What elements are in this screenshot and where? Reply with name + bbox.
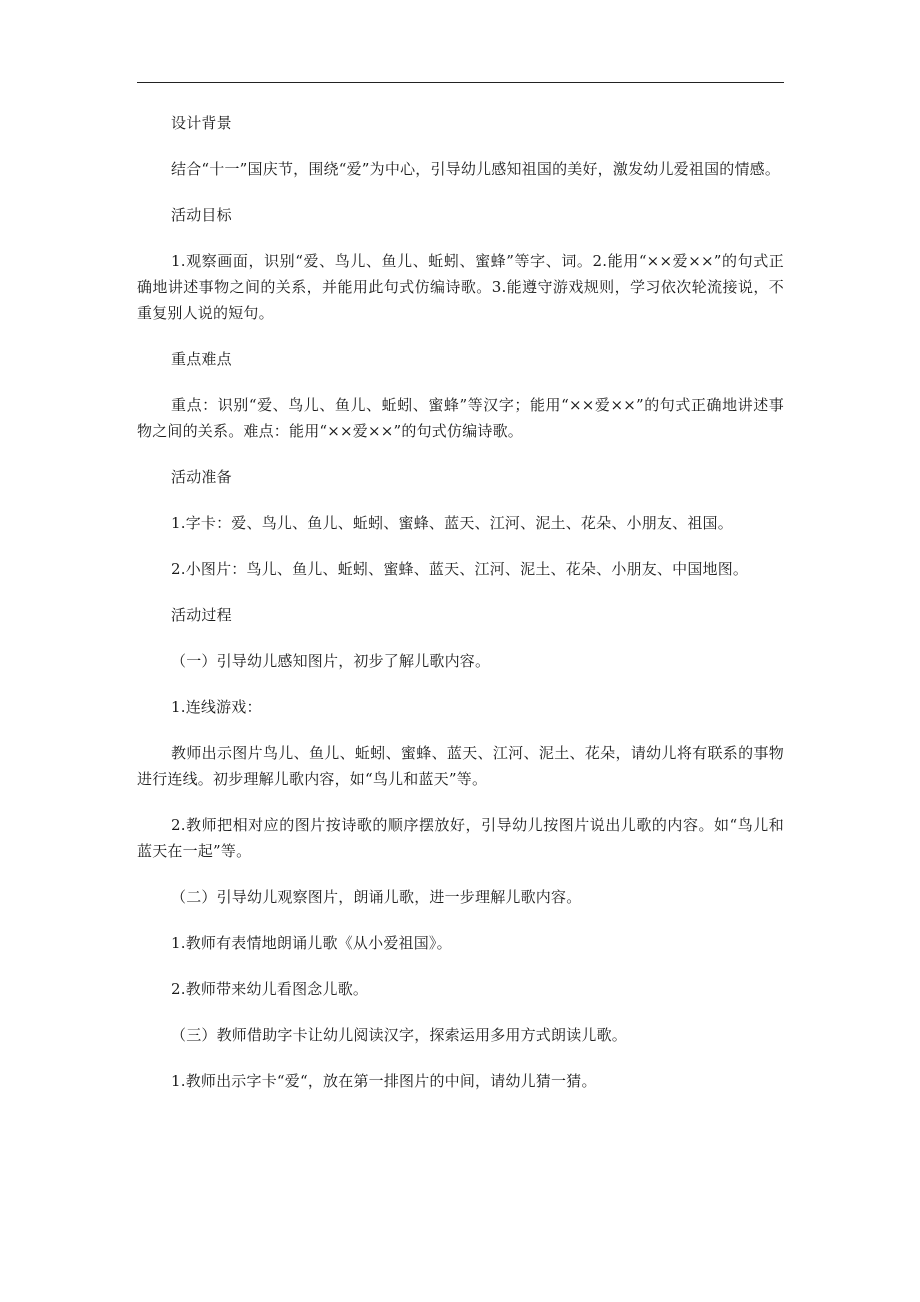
- paragraph-step-three: （三）教师借助字卡让幼儿阅读汉字，探索运用多用方式朗读儿歌。: [171, 1026, 628, 1044]
- paragraph-step-one: （一）引导幼儿感知图片，初步了解儿歌内容。: [171, 652, 491, 670]
- paragraph-background-text: 结合“十一”国庆节，围绕“爱”为中心，引导幼儿感知祖国的美好，激发幼儿爱祖国的情感。: [171, 160, 781, 178]
- paragraph-recite-poem: 1.教师有表情地朗诵儿歌《从小爱祖国》。: [171, 934, 452, 952]
- heading-activity-goals: 活动目标: [171, 206, 232, 224]
- paragraph-show-card: 1.教师出示字卡“爱“，放在第一排图片的中间，请幼儿猜一猜。: [171, 1072, 597, 1090]
- paragraph-step-two: （二）引导幼儿观察图片，朗诵儿歌，进一步理解儿歌内容。: [171, 888, 582, 906]
- paragraph-line-game: 1.连线游戏：: [171, 698, 262, 716]
- paragraph-word-cards: 1.字卡：爱、鸟儿、鱼儿、蚯蚓、蜜蜂、蓝天、江河、泥土、花朵、小朋友、祖国。: [171, 514, 733, 532]
- paragraph-read-together: 2.教师带来幼儿看图念儿歌。: [171, 980, 369, 998]
- paragraph-small-pictures: 2.小图片：鸟儿、鱼儿、蚯蚓、蜜蜂、蓝天、江河、泥土、花朵、小朋友、中国地图。: [171, 560, 749, 578]
- paragraph-goals-text: 1.观察画面，识别“爱、鸟儿、鱼儿、蚯蚓、蜜蜂”等字、词。2.能用“××爱××”的句式正确地讲述事物之间的关系，并能用此句式仿编诗歌。3.能遵守游戏规则，学习依次轮流接说，不重复别人说的短句。: [137, 252, 784, 322]
- heading-design-background: 设计背景: [171, 114, 232, 132]
- paragraph-teacher-pictures: 教师出示图片鸟儿、鱼儿、蚯蚓、蜜蜂、蓝天、江河、泥土、花朵，请幼儿将有联系的事物进行连线。初步理解儿歌内容，如“鸟儿和蓝天”等。: [137, 744, 784, 788]
- heading-activity-preparation: 活动准备: [171, 468, 232, 486]
- document-body: [137, 110, 784, 1114]
- paragraph-arrange-pictures: 2.教师把相对应的图片按诗歌的顺序摆放好，引导幼儿按图片说出儿歌的内容。如“鸟儿和蓝天在一起”等。: [137, 816, 784, 860]
- header-rule: [137, 82, 784, 83]
- heading-key-points: 重点难点: [171, 350, 232, 368]
- heading-activity-process: 活动过程: [171, 606, 232, 624]
- paragraph-key-points-text: 重点：识别“爱、鸟儿、鱼儿、蚯蚓、蜜蜂”等汉字；能用“××爱××”的句式正确地讲述事物之间的关系。难点：能用“××爱××”的句式仿编诗歌。: [137, 396, 784, 440]
